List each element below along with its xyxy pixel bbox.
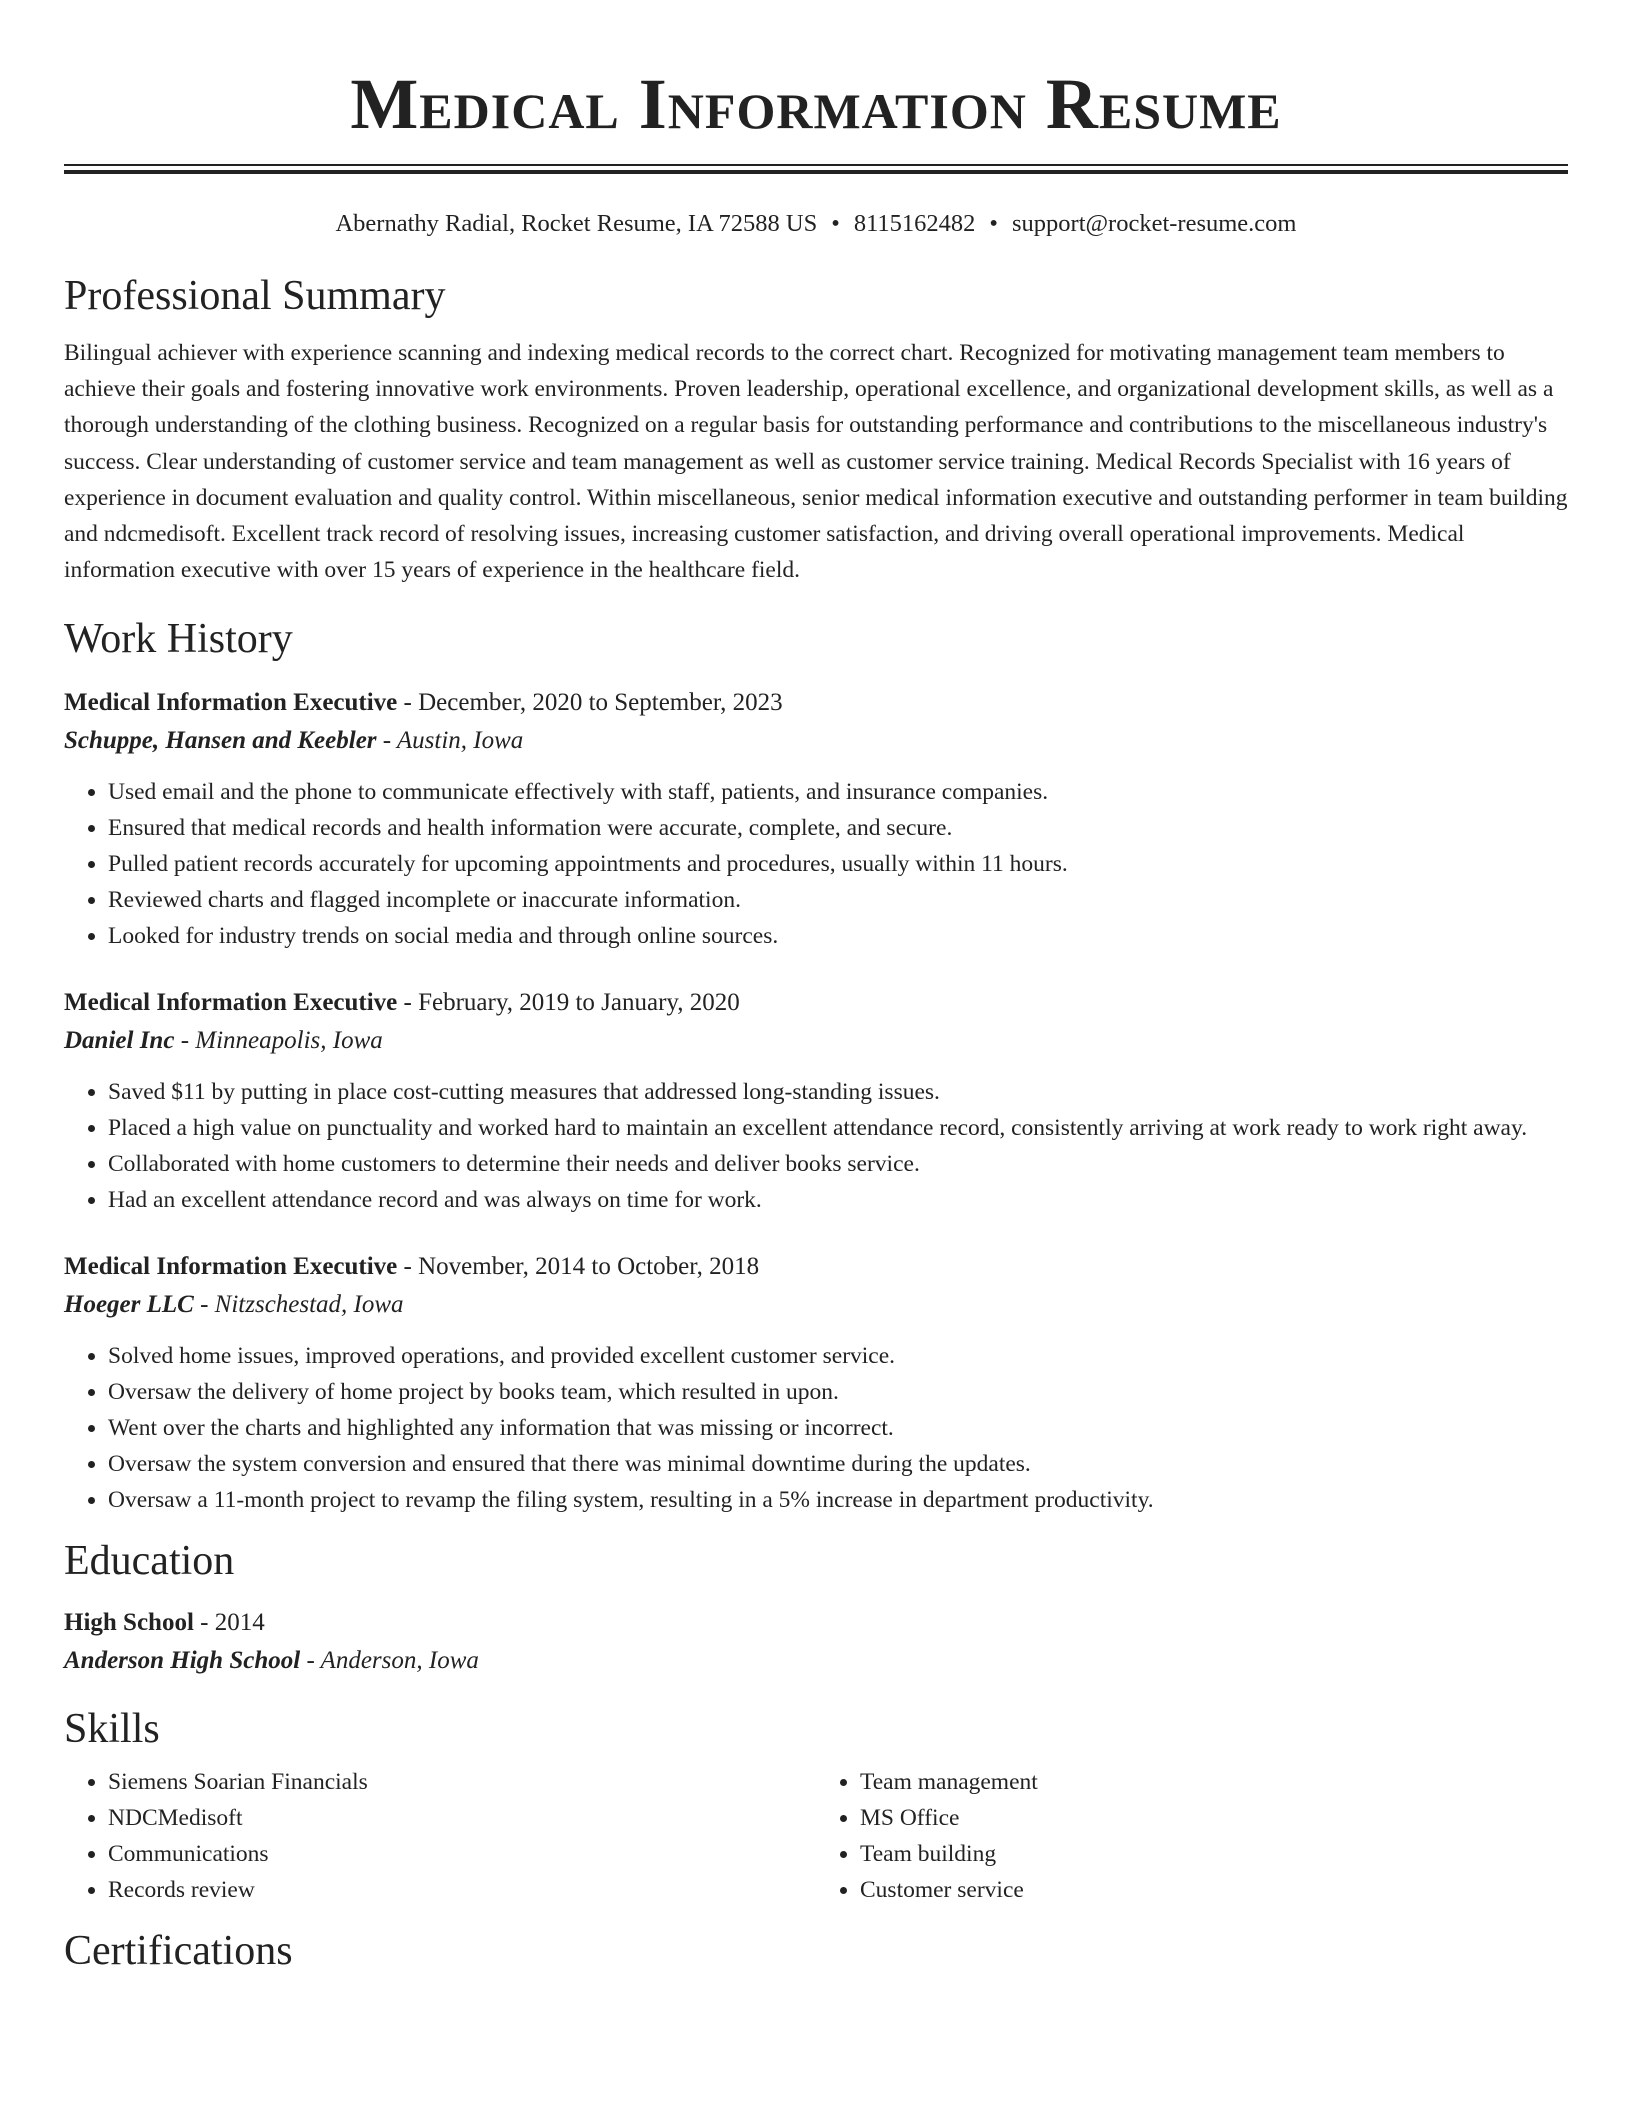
company-name: Schuppe, Hansen and Keebler	[64, 727, 377, 755]
job-bullet: • Used email and the phone to communicate effectively with staff, patients, and insurance companies.	[108, 774, 1568, 810]
contact-email: support@rocket-resume.com	[1012, 210, 1297, 237]
school-line	[64, 1642, 1568, 1680]
school-name: Anderson High School	[64, 1647, 301, 1675]
job-bullet: • Ensured that medical records and health information were accurate, complete, and secure.	[108, 810, 1568, 846]
degree-line	[64, 1604, 1568, 1642]
skill-item: • Team management	[860, 1764, 1568, 1800]
job-bullet: • Looked for industry trends on social media and through online sources.	[108, 918, 1568, 954]
company-location: - Minneapolis, Iowa	[174, 1027, 383, 1055]
job-title: Medical Information Executive	[64, 1253, 398, 1281]
contact-address: Abernathy Radial, Rocket Resume, IA 72588 US	[335, 210, 818, 237]
job-bullets	[64, 1338, 1568, 1518]
job-title-line	[64, 684, 1568, 722]
title-divider	[64, 164, 1568, 174]
job-dates: - November, 2014 to October, 2018	[397, 1253, 760, 1281]
job-dates: - December, 2020 to September, 2023	[397, 689, 783, 717]
company-line	[64, 1286, 1568, 1324]
job-entry	[64, 684, 1568, 954]
skill-item: • Siemens Soarian Financials	[108, 1764, 816, 1800]
job-title: Medical Information Executive	[64, 989, 398, 1017]
company-location: - Austin, Iowa	[376, 727, 524, 755]
contact-separator: •	[831, 210, 840, 237]
skills-grid	[64, 1764, 1568, 1908]
job-bullets	[64, 774, 1568, 954]
education-entry	[64, 1604, 1568, 1680]
skill-item: • MS Office	[860, 1800, 1568, 1836]
job-bullet: • Placed a high value on punctuality and worked hard to maintain an excellent attendance record, consistently arriving at work ready to work right away.	[108, 1110, 1568, 1146]
certifications-section	[64, 1926, 1568, 1976]
graduation-year: - 2014	[193, 1609, 265, 1637]
work-history-section	[64, 614, 1568, 1518]
job-bullets	[64, 1074, 1568, 1218]
skill-item: • Team building	[860, 1836, 1568, 1872]
skills-heading: Skills	[64, 1706, 160, 1753]
company-line	[64, 1022, 1568, 1060]
skill-item: • NDCMedisoft	[108, 1800, 816, 1836]
job-dates: - February, 2019 to January, 2020	[397, 989, 740, 1017]
job-bullet: • Oversaw the system conversion and ensured that there was minimal downtime during the updates.	[108, 1446, 1568, 1482]
job-bullet: • Collaborated with home customers to determine their needs and deliver books service.	[108, 1146, 1568, 1182]
skill-item: • Records review	[108, 1872, 816, 1908]
job-title-line	[64, 1248, 1568, 1286]
job-bullet: • Solved home issues, improved operations, and provided excellent customer service.	[108, 1338, 1568, 1374]
contact-phone: 8115162482	[853, 210, 976, 237]
job-title-line	[64, 984, 1568, 1022]
contact-separator: •	[989, 210, 998, 237]
company-name: Hoeger LLC	[64, 1291, 194, 1319]
skills-section	[64, 1704, 1568, 1908]
job-entry	[64, 984, 1568, 1218]
job-bullet: • Had an excellent attendance record and was always on time for work.	[108, 1182, 1568, 1218]
job-bullet: • Pulled patient records accurately for upcoming appointments and procedures, usually within 11 hours.	[108, 846, 1568, 882]
company-location: - Nitzschestad, Iowa	[193, 1291, 404, 1319]
school-location: - Anderson, Iowa	[300, 1647, 479, 1675]
summary-text: Bilingual achiever with experience scanning and indexing medical records to the correct chart. Recognized for motivating management team members to achieve their goals and fostering innovative work environments. Proven leadership, operational excellence, and organizational development skills, as well as a thorough understanding of the clothing business. Recognized on a regular basis for outstanding performance and contributions to the miscellaneous industry's success. Clear understanding of customer service and team management as well as customer service training. Medical Records Specialist with 16 years of experience in document evaluation and quality control. Within miscellaneous, senior medical information executive and outstanding performer in team building and ndcmedisoft. Excellent track record of resolving issues, increasing customer satisfaction, and driving overall operational improvements. Medical information executive with over 15 years of experience in the healthcare field.	[64, 340, 1568, 584]
job-entry	[64, 1248, 1568, 1518]
skills-column-right	[816, 1764, 1568, 1908]
job-bullet: • Oversaw the delivery of home project by books team, which resulted in upon.	[108, 1374, 1568, 1410]
job-title: Medical Information Executive	[64, 689, 398, 717]
company-name: Daniel Inc	[64, 1027, 175, 1055]
job-bullet: • Oversaw a 11-month project to revamp the filing system, resulting in a 5% increase in department productivity.	[108, 1482, 1568, 1518]
education-heading: Education	[64, 1538, 235, 1585]
skill-item: • Customer service	[860, 1872, 1568, 1908]
job-bullet: • Reviewed charts and flagged incomplete or inaccurate information.	[108, 882, 1568, 918]
job-bullet: • Saved $11 by putting in place cost-cutting measures that addressed long-standing issues.	[108, 1074, 1568, 1110]
company-line	[64, 722, 1568, 760]
education-section	[64, 1536, 1568, 1680]
degree: High School	[64, 1609, 194, 1637]
contact-line	[64, 209, 1568, 239]
summary-heading: Professional Summary	[64, 273, 446, 319]
job-bullet: • Went over the charts and highlighted any information that was missing or incorrect.	[108, 1410, 1568, 1446]
work-history-heading: Work History	[64, 616, 293, 663]
certifications-heading: Certifications	[64, 1928, 293, 1975]
summary-section	[64, 271, 1568, 588]
resume-title: Medical Information Resume	[350, 64, 1282, 144]
skill-item: • Communications	[108, 1836, 816, 1872]
skills-column-left	[64, 1764, 816, 1908]
